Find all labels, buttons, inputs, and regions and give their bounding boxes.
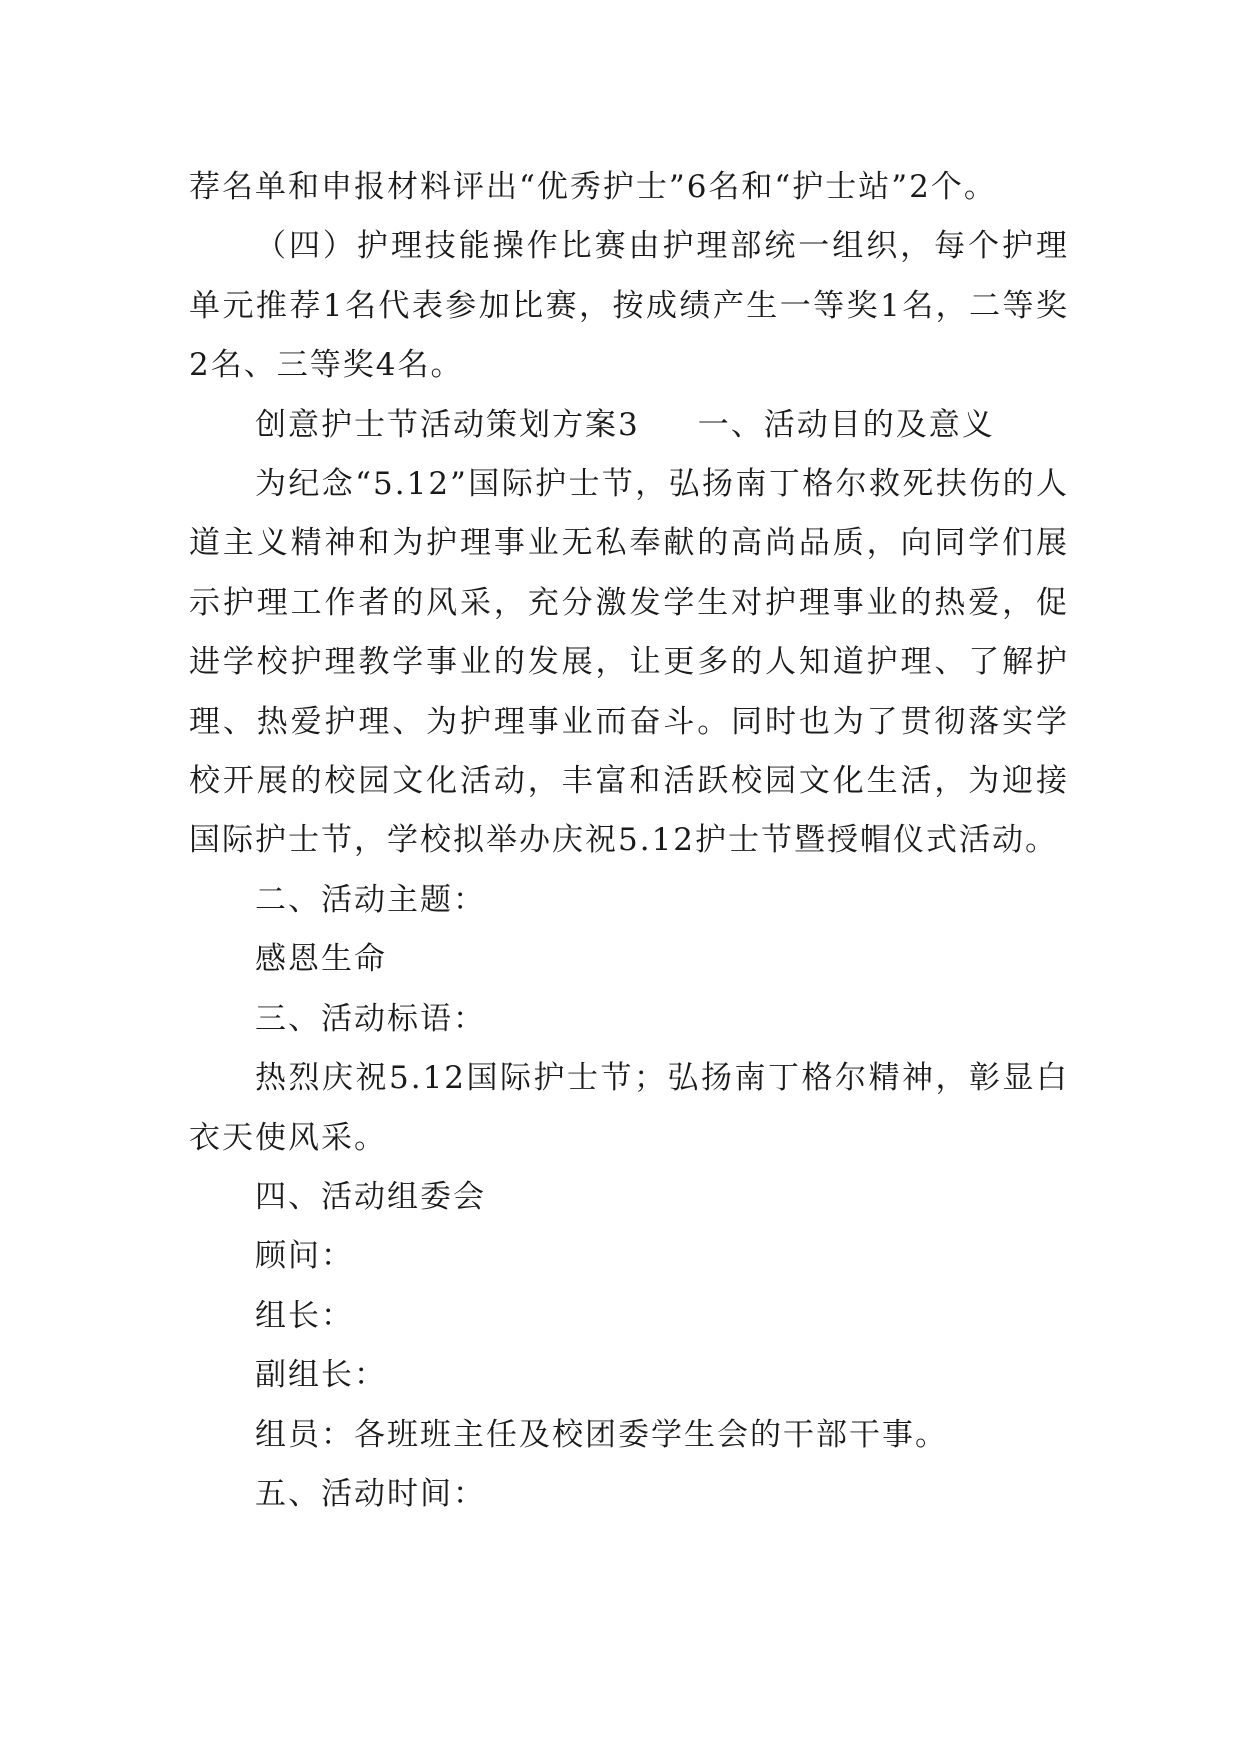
heading-theme: 二、活动主题： bbox=[255, 881, 486, 918]
text-slogan: 热烈庆祝5.12国际护士节；弘扬南丁格尔精神，彰显白衣天使风采。 bbox=[189, 1060, 1069, 1156]
text-theme: 感恩生命 bbox=[255, 941, 387, 978]
heading-slogan: 三、活动标语： bbox=[255, 1000, 486, 1037]
paragraph-skill-competition: （四）护理技能操作比赛由护理部统一组织，每个护理单元推荐1名代表参加比赛，按成绩产生一等奖1名，二等奖2名、三等奖4名。 bbox=[189, 228, 1069, 384]
committee-leader: 组长： bbox=[255, 1297, 354, 1334]
committee-deputy-leader: 副组长： bbox=[255, 1357, 387, 1394]
paragraph-section-heading bbox=[189, 396, 1069, 455]
committee-advisor: 顾问： bbox=[255, 1238, 354, 1275]
document-body bbox=[189, 158, 1069, 1524]
heading-time: 五、活动时间： bbox=[255, 1475, 486, 1512]
paragraph-purpose: 为纪念“5.12”国际护士节，弘扬南丁格尔救死扶伤的人道主义精神和为护理事业无私奉献的高尚品质，向同学们展示护理工作者的风采，充分激发学生对护理事业的热爱，促进学校护理教学事业的发展，让更多的人知道护理、了解护理、热爱护理、为护理事业而奋斗。同时也为了贯彻落实学校开展的校园文化活动，丰富和活跃校园文化生活，为迎接国际护士节，学校拟举办庆祝5.12护士节暨授帽仪式活动。 bbox=[189, 466, 1069, 859]
heading-purpose: 一、活动目的及意义 bbox=[697, 406, 995, 443]
paragraph-selection-result: 荐名单和申报材料评出“优秀护士”6名和“护士站”2个。 bbox=[189, 169, 997, 205]
heading-committee: 四、活动组委会 bbox=[255, 1178, 486, 1215]
plan-title: 创意护士节活动策划方案3 bbox=[255, 406, 640, 443]
committee-members: 组员：各班班主任及校团委学生会的干部干事。 bbox=[255, 1416, 948, 1453]
